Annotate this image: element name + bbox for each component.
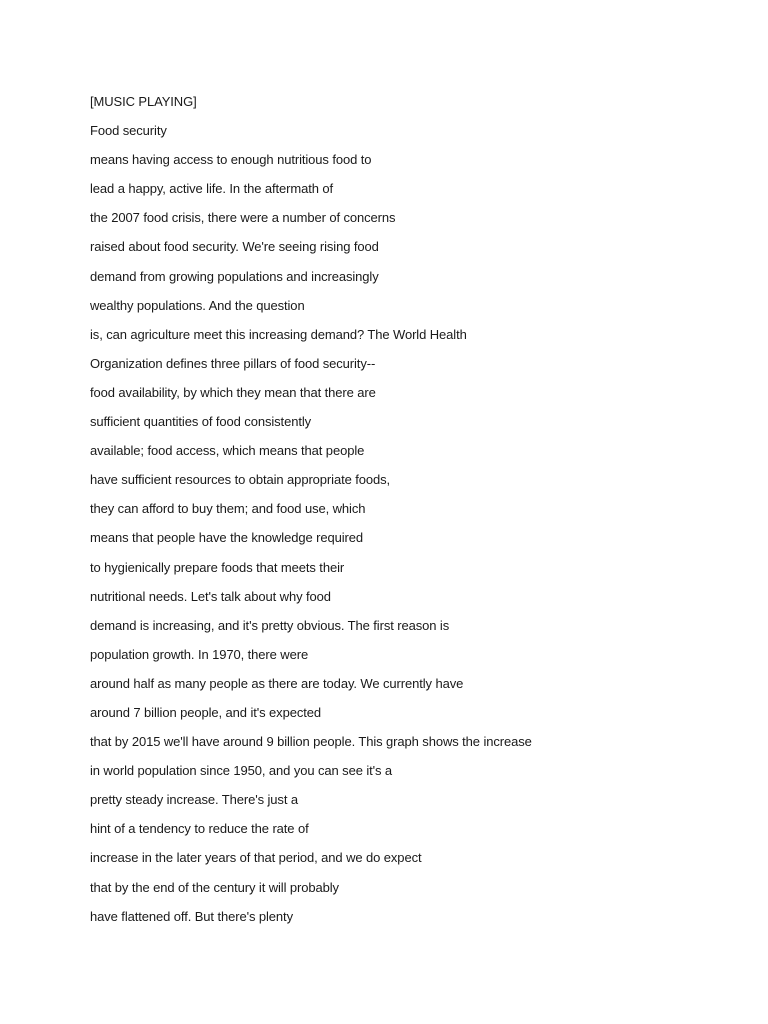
- transcript-line: have sufficient resources to obtain appropriate foods,: [90, 472, 391, 488]
- transcript-line: demand from growing populations and increasingly: [90, 268, 379, 284]
- transcript-line: they can afford to buy them; and food use, which: [90, 501, 366, 517]
- transcript-line: Food security: [90, 123, 167, 139]
- transcript-line: around 7 billion people, and it's expected: [90, 704, 322, 720]
- transcript-line: increase in the later years of that period, and we do expect: [90, 850, 422, 866]
- transcript-text: [90, 92, 750, 936]
- transcript-line: sufficient quantities of food consistently: [90, 414, 312, 430]
- transcript-line: pretty steady increase. There's just a: [90, 792, 298, 808]
- transcript-line: lead a happy, active life. In the aftermath of: [90, 181, 334, 197]
- transcript-line: means that people have the knowledge required: [90, 530, 364, 546]
- transcript-line: [MUSIC PLAYING]: [90, 94, 197, 109]
- transcript-line: population growth. In 1970, there were: [90, 646, 309, 662]
- transcript-line: Organization defines three pillars of food security--: [90, 355, 376, 371]
- transcript-line: that by 2015 we'll have around 9 billion people. This graph shows the increase: [90, 734, 532, 750]
- transcript-line: nutritional needs. Let's talk about why food: [90, 588, 331, 604]
- transcript-line: the 2007 food crisis, there were a number of concerns: [90, 210, 396, 226]
- transcript-line: demand is increasing, and it's pretty obvious. The first reason is: [90, 617, 450, 633]
- transcript-line: in world population since 1950, and you can see it's a: [90, 763, 393, 779]
- transcript-line: is, can agriculture meet this increasing demand? The World Health: [90, 326, 467, 342]
- transcript-line: hint of a tendency to reduce the rate of: [90, 821, 309, 837]
- transcript-line: means having access to enough nutritious food to: [90, 152, 372, 168]
- transcript-line: around half as many people as there are today. We currently have: [90, 675, 464, 691]
- transcript-line: food availability, by which they mean that there are: [90, 384, 376, 400]
- transcript-line: to hygienically prepare foods that meets their: [90, 559, 345, 575]
- transcript-line: raised about food security. We're seeing rising food: [90, 239, 379, 255]
- transcript-line: that by the end of the century it will probably: [90, 879, 339, 895]
- transcript-line: wealthy populations. And the question: [90, 297, 305, 313]
- transcript-line: have flattened off. But there's plenty: [90, 908, 293, 924]
- transcript-line: available; food access, which means that people: [90, 443, 365, 459]
